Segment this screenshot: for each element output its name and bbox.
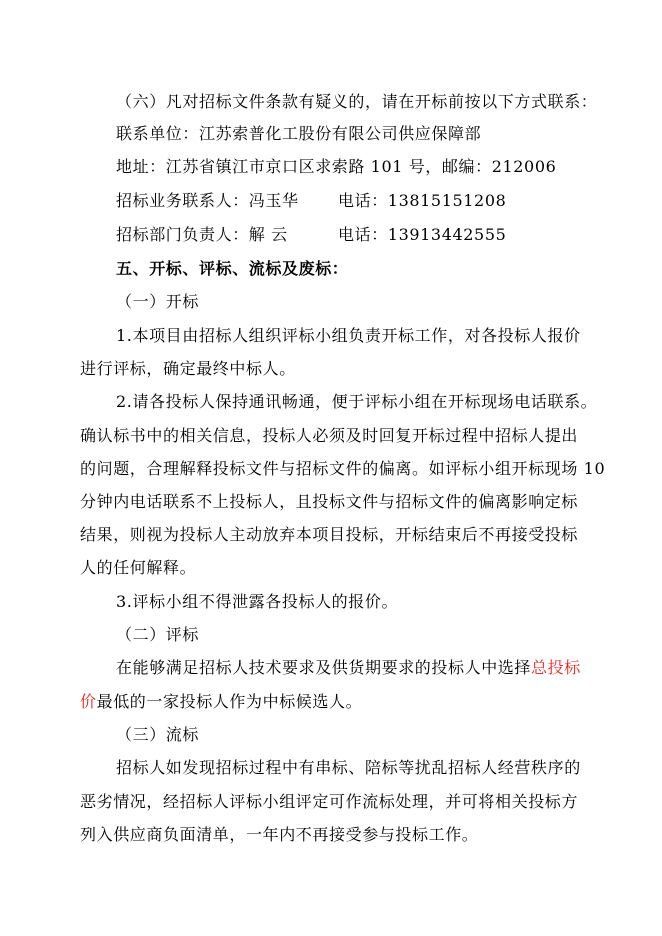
contact-clause: （六）凡对招标文件条款有疑义的，请在开标前按以下方式联系： — [116, 92, 598, 111]
business-contact-row — [116, 191, 636, 211]
subsection-1-heading: （一）开标 — [116, 292, 200, 311]
section-5-heading: 五、开标、评标、流标及废标： — [116, 259, 349, 278]
department-head-phone: 电话：13913442555 — [338, 225, 507, 244]
evaluation-text-1: 在能够满足招标人技术要求及供货期要求的投标人中选择 — [116, 658, 532, 677]
subsection-2-heading: （二）评标 — [116, 625, 200, 644]
failed-bid-line-2: 恶劣情况，经招标人评标小组评定可作流标处理，并可将相关投标方 — [80, 792, 579, 811]
item-2-line-5: 结果，则视为投标人主动放弃本项目投标，开标结束后不再接受投标 — [80, 525, 579, 544]
department-head-name: 招标部门负责人：解 云 — [116, 225, 288, 244]
subsection-3-heading: （三）流标 — [116, 725, 200, 744]
failed-bid-line-3: 列入供应商负面清单，一年内不再接受参与投标工作。 — [80, 825, 479, 844]
item-2-line-2: 确认标书中的相关信息，投标人必须及时回复开标过程中招标人提出 — [80, 426, 579, 445]
item-1-line-1: 1.本项目由招标人组织评标小组负责开标工作，对各投标人报价 — [116, 326, 581, 345]
item-3-line-1: 3.评标小组不得泄露各投标人的报价。 — [116, 592, 399, 611]
evaluation-line-2 — [80, 692, 600, 712]
business-contact-phone: 电话：13815151208 — [338, 191, 507, 210]
department-head-row — [116, 225, 636, 245]
evaluation-highlight-1: 总投标 — [531, 658, 581, 677]
evaluation-text-2: 最低的一家投标人作为中标候选人。 — [96, 692, 363, 711]
item-2-line-3: 的问题，合理解释投标文件与招标文件的偏离。如评标小组开标现场 10 — [80, 459, 606, 478]
item-2-line-6: 人的任何解释。 — [80, 558, 197, 577]
contact-address: 地址：江苏省镇江市京口区求索路 101 号，邮编：212006 — [116, 157, 557, 176]
business-contact-name: 招标业务联系人：冯玉华 — [116, 191, 299, 210]
failed-bid-line-1: 招标人如发现招标过程中有串标、陪标等扰乱招标人经营秩序的 — [116, 758, 581, 777]
contact-unit: 联系单位：江苏索普化工股份有限公司供应保障部 — [116, 124, 482, 143]
evaluation-highlight-2: 价 — [80, 692, 97, 711]
evaluation-line-1 — [116, 658, 636, 678]
item-2-line-1: 2.请各投标人保持通讯畅通，便于评标小组在开标现场电话联系。 — [116, 392, 598, 411]
item-2-line-4: 分钟内电话联系不上投标人，且投标文件与招标文件的偏离影响定标 — [80, 492, 579, 511]
item-1-line-2: 进行评标，确定最终中标人。 — [80, 359, 296, 378]
